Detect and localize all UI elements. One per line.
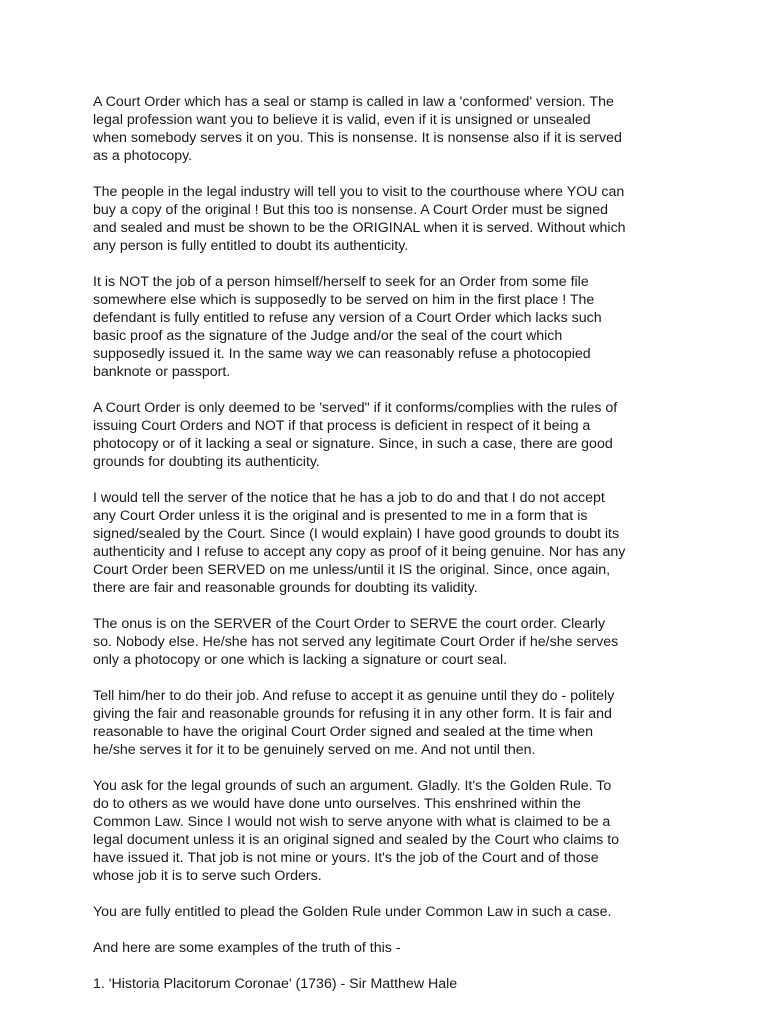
paragraph-plead-golden-rule: You are fully entitled to plead the Golden Rule under Common Law in such a case. [93,904,612,920]
paragraph-conformed-version: A Court Order which has a seal or stamp is called in law a 'conformed' version. The legal profession want you to believe it is valid, even if it is unsigned or unsealed when somebody serves it on you. This is nonsense. It is nonsense also if it is served as a photocopy. [93,94,622,164]
paragraph-do-their-job: Tell him/her to do their job. And refuse to accept it as genuine until they do - politely giving the fair and reasonable grounds for refusing it in any other form. It is fair and reasonable to have the original Court Order signed and sealed at the time when he/she serves it for it to be genuinely served on me. And not until then. [93,688,615,758]
paragraph-onus-on-server: The onus is on the SERVER of the Court Order to SERVE the court order. Clearly so. Nobody else. He/she has not served any legitimate Court Order if he/she serves only a photocopy or one which is lacking a signature or court seal. [93,616,619,668]
document-page [93,93,693,1011]
paragraph-deemed-served: A Court Order is only deemed to be 'served" if it conforms/complies with the rules of issuing Court Orders and NOT if that process is deficient in respect of it being a photocopy or of it lacking a seal or signature. Since, in such a case, there are good grounds for doubting its authenticity. [93,400,618,470]
paragraph-not-the-job: It is NOT the job of a person himself/herself to seek for an Order from some file somewhere else which is supposedly to be served on him in the first place ! The defendant is fully entitled to refuse any version of a Court Order which lacks such basic proof as the signature of the Judge and/or the seal of the court which supposedly issued it. In the same way we can reasonably refuse a photocopied banknote or passport. [93,274,602,380]
paragraph-examples-intro: And here are some examples of the truth of this - [93,940,401,956]
paragraph-courthouse-copy: The people in the legal industry will tell you to visit to the courthouse where YOU can buy a copy of the original ! But this too is nonsense. A Court Order must be signed and sealed and must be shown to be the ORIGINAL when it is served. Without which any person is fully entitled to doubt its authenticity. [93,184,626,254]
paragraph-tell-the-server: I would tell the server of the notice that he has a job to do and that I do not accept any Court Order unless it is the original and is presented to me in a form that is signed/sealed by the Court. Since (I would explain) I have good grounds to doubt its authenticity and I refuse to accept any copy as proof of it being genuine. Nor has any Court Order been SERVED on me unless/until it IS the original. Since, once again, there are fair and reasonable grounds for doubting its validity. [93,490,626,596]
paragraph-golden-rule: You ask for the legal grounds of such an argument. Gladly. It's the Golden Rule. To do to others as we would have done unto ourselves. This enshrined within the Common Law. Since I would not wish to serve anyone with what is claimed to be a legal document unless it is an original signed and sealed by the Court who claims to have issued it. That job is not mine or yours. It's the job of the Court and of those whose job it is to serve such Orders. [93,778,620,884]
list-item-historia: 1. 'Historia Placitorum Coronae' (1736) - Sir Matthew Hale [93,976,458,992]
